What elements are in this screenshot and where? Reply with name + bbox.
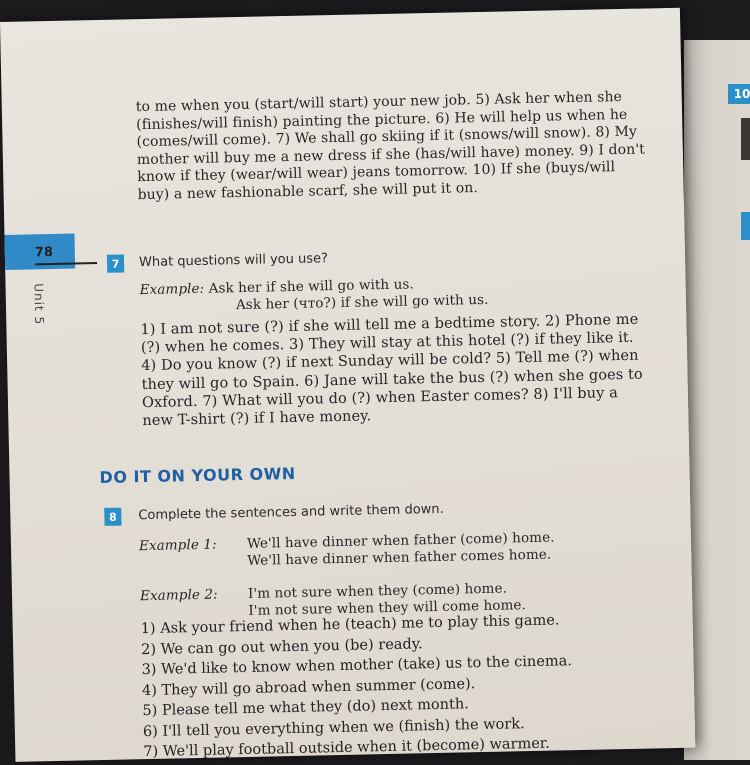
facing-page-number: 10 bbox=[728, 84, 750, 104]
section-heading: DO IT ON YOUR OWN bbox=[99, 463, 296, 488]
exercise8-example1 bbox=[139, 536, 217, 556]
list-item: 7) We'll play football outside when it (become) warmer. bbox=[143, 735, 550, 761]
facing-page-thumb bbox=[741, 118, 750, 160]
exercise8-example2 bbox=[140, 586, 218, 606]
textbook-page bbox=[0, 8, 695, 762]
page-number: 78 bbox=[34, 244, 54, 261]
exercise6-continuation: to me when you (start/will start) your new job. 5) Ask her when she (finishes/will finish) painting the picture. 6) He will help us when he (comes/will come). 7) We shall go skiing if it (snows/will snow). 8) My mother will buy me a new dress if she (has/will have) money. 9) I don't know if they (wear/will wear) jeans tomorrow. 10) If she (buys/will buy) a new fashionable scarf, she will put it on. bbox=[135, 88, 646, 204]
example-line-1: Ask her if she will go with us. bbox=[208, 276, 415, 297]
unit-label: Unit 5 bbox=[31, 283, 47, 326]
example2-line-2: I'm not sure when they will come home. bbox=[248, 597, 527, 619]
example-label: Example: bbox=[139, 280, 205, 299]
example1-label: Example 1: bbox=[138, 536, 217, 555]
facing-page-tab bbox=[741, 212, 750, 240]
example-line-2: Ask her (что?) if she will go with us. bbox=[235, 291, 489, 314]
exercise8-instruction: Complete the sentences and write them down. bbox=[138, 501, 444, 524]
exercise7-number: 7 bbox=[107, 254, 124, 272]
list-item: 6) I'll tell you everything when we (finish) the work. bbox=[142, 715, 525, 740]
exercise7-body: 1) I am not sure (?) if she will tell me a bedtime story. 2) Phone me (?) when he comes. 3) They will stay at this hotel (?) if they like it. 4) Do you know (?) if next Sunday will be cold? 5) Tell me (?) when they will go to Spain. 6) Jane will take the bus (?) when she goes to Oxford. 7) What will you do (?) when Easter comes? 8) I'll buy a new T-shirt (?) if I have money. bbox=[140, 311, 643, 430]
list-item: 2) We can go out when you (be) ready. bbox=[141, 635, 423, 658]
list-item: 5) Please tell me what they (do) next month. bbox=[142, 696, 469, 720]
exercise8-items bbox=[141, 607, 704, 762]
exercise8-number: 8 bbox=[104, 508, 121, 526]
example2-line-1: I'm not sure when they (come) home. bbox=[247, 580, 508, 602]
example2-label: Example 2: bbox=[139, 586, 218, 605]
example1-line-2: We'll have dinner when father comes home. bbox=[247, 546, 552, 569]
list-item: 4) They will go abroad when summer (come). bbox=[141, 675, 476, 699]
example1-line-1: We'll have dinner when father (come) home. bbox=[246, 529, 555, 552]
list-item: 3) We'd like to know when mother (take) us to the cinema. bbox=[141, 653, 573, 679]
exercise7-instruction: What questions will you use? bbox=[138, 251, 329, 271]
list-item: 1) Ask your friend when he (teach) me to play this game. bbox=[140, 612, 560, 638]
